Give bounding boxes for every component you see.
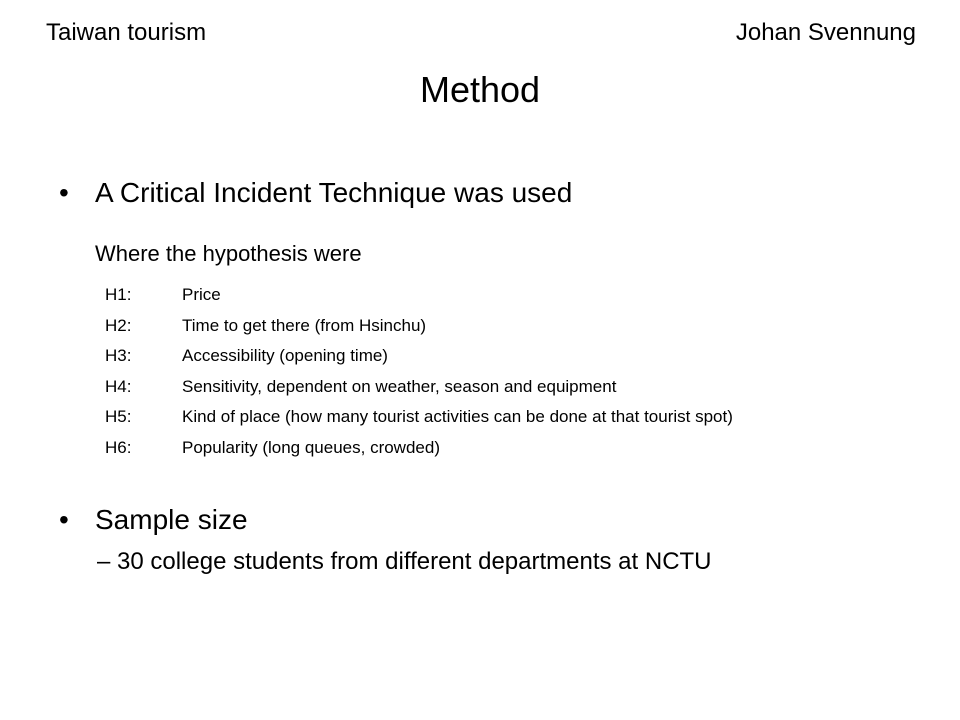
- bullet-text: A Critical Incident Technique was used: [95, 177, 573, 208]
- hypothesis-text: Popularity (long queues, crowded): [182, 437, 440, 457]
- hypothesis-item: [105, 311, 733, 342]
- sample-detail-text: 30 college students from different departments at NCTU: [117, 548, 712, 575]
- bullet-text: Sample size: [95, 504, 248, 535]
- hypothesis-intro: Where the hypothesis were: [95, 241, 362, 266]
- hypothesis-code: H6:: [105, 437, 132, 457]
- hypothesis-item: [105, 280, 733, 311]
- header-topic: Taiwan tourism: [46, 19, 207, 46]
- hypothesis-text: Kind of place (how many tourist activities can be done at that tourist spot): [182, 407, 733, 426]
- hypothesis-item: [105, 402, 733, 433]
- hypothesis-code: H4:: [105, 376, 132, 396]
- hypothesis-item: [105, 341, 733, 372]
- hypothesis-list: [105, 280, 733, 463]
- hypothesis-text: Price: [182, 285, 221, 304]
- hypothesis-item: [105, 433, 733, 464]
- header-author: Johan Svennung: [735, 19, 916, 46]
- bullet-sample-size: [59, 503, 248, 537]
- sample-detail: [97, 547, 712, 577]
- dash-marker: –: [97, 548, 111, 575]
- hypothesis-code: H1:: [105, 285, 132, 304]
- bullet-marker: •: [59, 177, 69, 208]
- bullet-marker: •: [59, 504, 69, 535]
- hypothesis-text: Time to get there (from Hsinchu): [182, 315, 427, 335]
- slide-title: Method: [419, 69, 541, 110]
- hypothesis-code: H5:: [105, 407, 132, 426]
- hypothesis-code: H3:: [105, 346, 132, 365]
- hypothesis-text: Sensitivity, dependent on weather, season and equipment: [182, 376, 617, 396]
- hypothesis-item: [105, 372, 733, 403]
- bullet-critical-incident: [59, 176, 572, 210]
- hypothesis-text: Accessibility (opening time): [182, 346, 388, 365]
- hypothesis-code: H2:: [105, 315, 132, 335]
